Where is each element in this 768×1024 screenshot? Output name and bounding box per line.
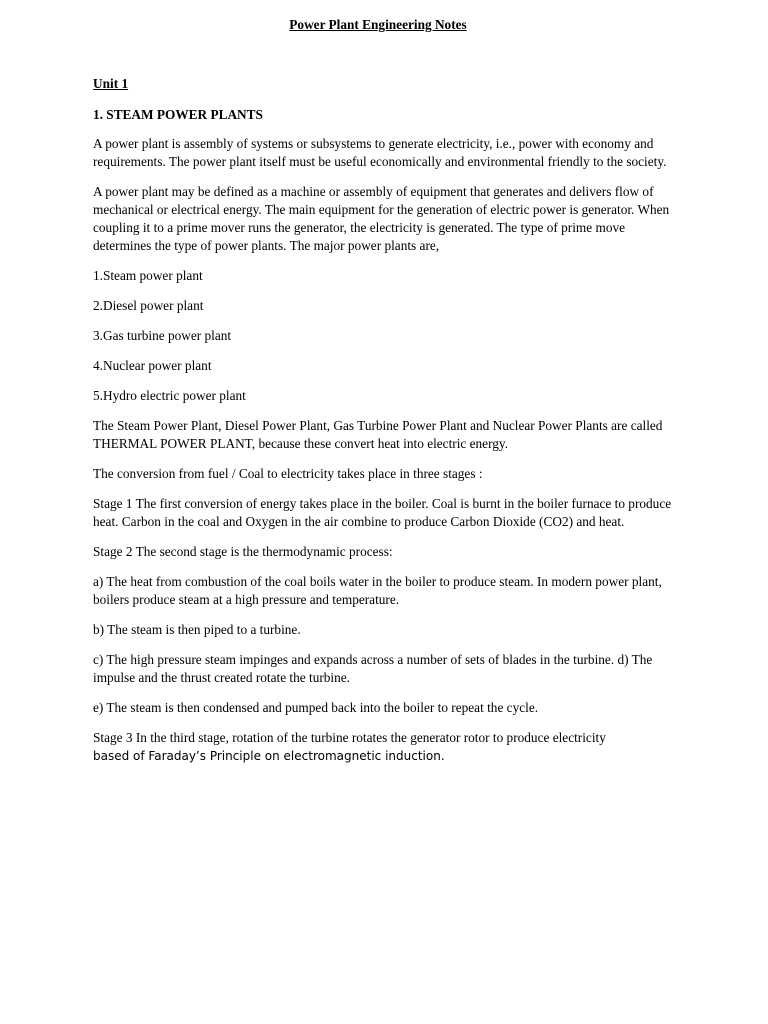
paragraph-stage-2a: a) The heat from combustion of the coal boils water in the boiler to produce steam. In modern power plant, boilers produce steam at a high pressure and temperature.: [93, 574, 662, 607]
list-item-nuclear: 4.Nuclear power plant: [93, 358, 212, 373]
list-item-steam: 1.Steam power plant: [93, 268, 203, 283]
paragraph-conversion: The conversion from fuel / Coal to electricity takes place in three stages :: [93, 466, 483, 481]
list-item-diesel: 2.Diesel power plant: [93, 298, 204, 313]
document-title: Power Plant Engineering Notes: [289, 17, 467, 32]
paragraph-machine: A power plant may be defined as a machine or assembly of equipment that generates and delivers flow of mechanical or electrical energy. The main equipment for the generation of electric power is generator. When coupling it to a prime mover runs the generator, the electricity is generated. The type of prime move determines the type of power plants. The major power plants are,: [93, 184, 670, 253]
paragraph-stage-3: [93, 729, 679, 765]
paragraph-stage-2c: c) The high pressure steam impinges and expands across a number of sets of blades in the turbine. d) The impulse and the thrust created rotate the turbine.: [93, 652, 653, 685]
paragraph-stage-2: Stage 2 The second stage is the thermodynamic process:: [93, 544, 393, 559]
section-heading: 1. STEAM POWER PLANTS: [93, 107, 263, 122]
list-item-hydro: 5.Hydro electric power plant: [93, 388, 246, 403]
paragraph-stage-3-line1: Stage 3 In the third stage, rotation of the turbine rotates the generator rotor to produce electricity: [93, 730, 606, 745]
list-item-gas-turbine: 3.Gas turbine power plant: [93, 328, 232, 343]
paragraph-thermal: The Steam Power Plant, Diesel Power Plant, Gas Turbine Power Plant and Nuclear Power Plants are called THERMAL POWER PLANT, because these convert heat into electric energy.: [93, 418, 663, 451]
paragraph-stage-2e: e) The steam is then condensed and pumped back into the boiler to repeat the cycle.: [93, 700, 539, 715]
paragraph-stage-3-line2: based of Faraday’s Principle on electromagnetic induction.: [93, 749, 445, 763]
document-body: [93, 135, 679, 777]
paragraph-stage-2b: b) The steam is then piped to a turbine.: [93, 622, 301, 637]
unit-heading: Unit 1: [93, 76, 129, 91]
paragraph-stage-1: Stage 1 The first conversion of energy takes place in the boiler. Coal is burnt in the boiler furnace to produce heat. Carbon in the coal and Oxygen in the air combine to produce Carbon Dioxide (CO2) and heat.: [93, 496, 672, 529]
paragraph-definition: A power plant is assembly of systems or subsystems to generate electricity, i.e., power with economy and requirements. The power plant itself must be useful economically and environmental friendly to the society.: [93, 136, 667, 169]
